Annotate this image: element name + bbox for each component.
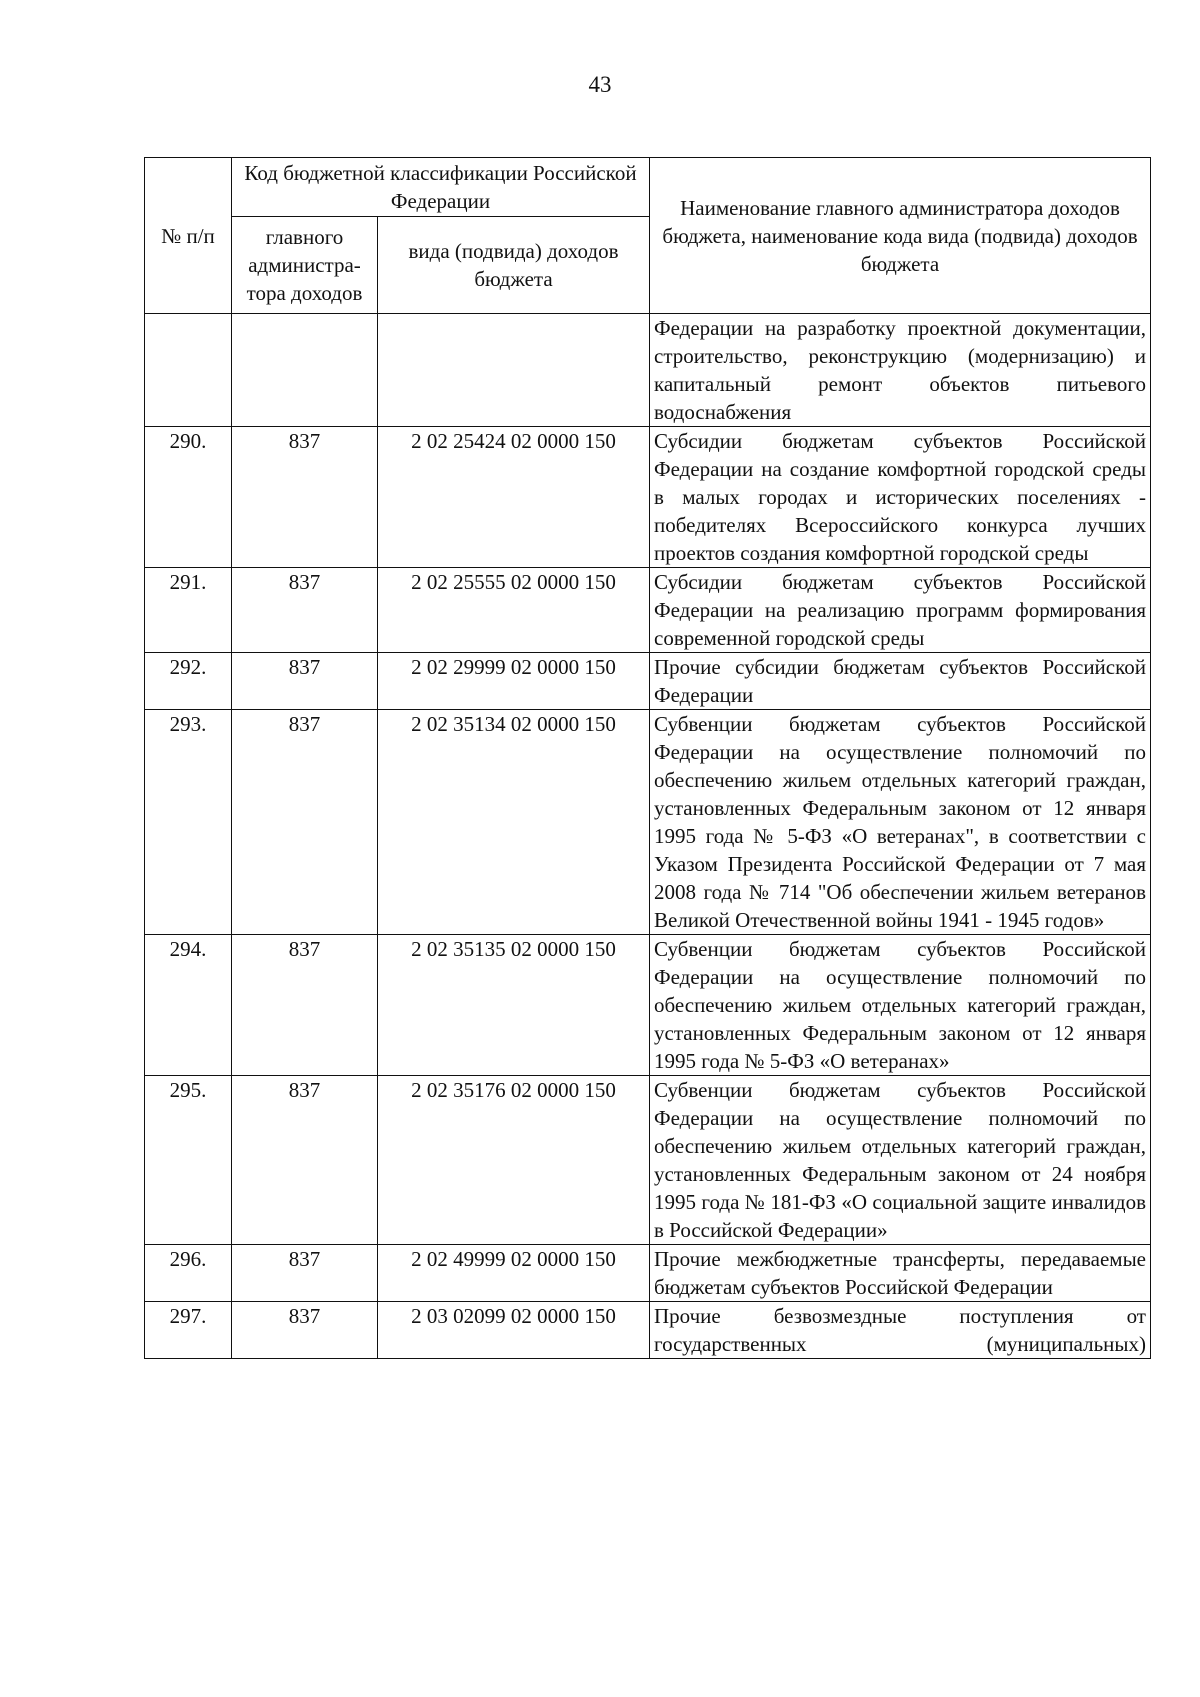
table-row [145, 1245, 1151, 1302]
cell-income-code: 2 02 29999 02 0000 150 [378, 653, 650, 710]
table-row [145, 1302, 1151, 1359]
table-row [145, 427, 1151, 568]
cell-name: Субвенции бюджетам субъектов Российской Федерации на осуществление полномочий по обеспечению жильем отдельных категорий граждан, установленных Федеральным законом от 12 января 1995 года № 5-ФЗ «О ветеранах", в соответствии с Указом Президента Российской Федерации от 7 мая 2008 года № 714 "Об обеспечении жильем ветеранов Великой Отечественной войны 1941 - 1945 годов» [650, 710, 1151, 935]
table-row [145, 935, 1151, 1076]
cell-admin-code: 837 [232, 710, 378, 935]
cell-num: 294. [145, 935, 232, 1076]
cell-name: Субвенции бюджетам субъектов Российской Федерации на осуществление полномочий по обеспечению жильем отдельных категорий граждан, установленных Федеральным законом от 24 ноября 1995 года № 181-ФЗ «О социальной защите инвалидов в Российской Федерации» [650, 1076, 1151, 1245]
table-row [145, 710, 1151, 935]
table-row [145, 653, 1151, 710]
cell-admin-code: 837 [232, 1302, 378, 1359]
cell-admin-code: 837 [232, 568, 378, 653]
cell-income-code: 2 02 25555 02 0000 150 [378, 568, 650, 653]
cell-num: 290. [145, 427, 232, 568]
cell-income-code: 2 02 35176 02 0000 150 [378, 1076, 650, 1245]
cell-num [145, 314, 232, 427]
header-admin: главного администра-тора доходов [232, 217, 378, 314]
cell-name: Прочие межбюджетные трансферты, передаваемые бюджетам субъектов Российской Федерации [650, 1245, 1151, 1302]
cell-num: 293. [145, 710, 232, 935]
cell-income-code: 2 02 35135 02 0000 150 [378, 935, 650, 1076]
page-number: 43 [588, 72, 612, 97]
cell-income-code: 2 02 35134 02 0000 150 [378, 710, 650, 935]
table-row [145, 1076, 1151, 1245]
table-body [145, 314, 1151, 1359]
cell-admin-code: 837 [232, 1076, 378, 1245]
cell-income-code: 2 03 02099 02 0000 150 [378, 1302, 650, 1359]
cell-admin-code: 837 [232, 427, 378, 568]
cell-name: Субсидии бюджетам субъектов Российской Федерации на реализацию программ формирования современной городской среды [650, 568, 1151, 653]
cell-income-code [378, 314, 650, 427]
cell-admin-code: 837 [232, 935, 378, 1076]
header-code-group: Код бюджетной классификации Российской Федерации [232, 158, 650, 217]
table-row [145, 314, 1151, 427]
cell-admin-code: 837 [232, 653, 378, 710]
cell-num: 296. [145, 1245, 232, 1302]
header-name: Наименование главного администратора доходов бюджета, наименование кода вида (подвида) доходов бюджета [650, 158, 1151, 314]
budget-classification-table [144, 157, 1151, 1359]
cell-num: 292. [145, 653, 232, 710]
header-num: № п/п [145, 158, 232, 314]
cell-name: Прочие субсидии бюджетам субъектов Российской Федерации [650, 653, 1151, 710]
header-code: вида (подвида) доходов бюджета [378, 217, 650, 314]
cell-num: 291. [145, 568, 232, 653]
cell-income-code: 2 02 49999 02 0000 150 [378, 1245, 650, 1302]
cell-name: Субсидии бюджетам субъектов Российской Федерации на создание комфортной городской среды в малых городах и исторических поселениях - победителях Всероссийского конкурса лучших проектов создания комфортной городской среды [650, 427, 1151, 568]
cell-admin-code: 837 [232, 1245, 378, 1302]
table-header [145, 158, 1151, 314]
cell-income-code: 2 02 25424 02 0000 150 [378, 427, 650, 568]
cell-name: Федерации на разработку проектной документации, строительство, реконструкцию (модернизацию) и капитальный ремонт объектов питьевого водоснабжения [650, 314, 1151, 427]
table-row [145, 568, 1151, 653]
cell-admin-code [232, 314, 378, 427]
cell-num: 297. [145, 1302, 232, 1359]
cell-name: Прочие безвозмездные поступления от государственных (муниципальных) [650, 1302, 1151, 1359]
cell-num: 295. [145, 1076, 232, 1245]
cell-name: Субвенции бюджетам субъектов Российской Федерации на осуществление полномочий по обеспечению жильем отдельных категорий граждан, установленных Федеральным законом от 12 января 1995 года № 5-ФЗ «О ветеранах» [650, 935, 1151, 1076]
